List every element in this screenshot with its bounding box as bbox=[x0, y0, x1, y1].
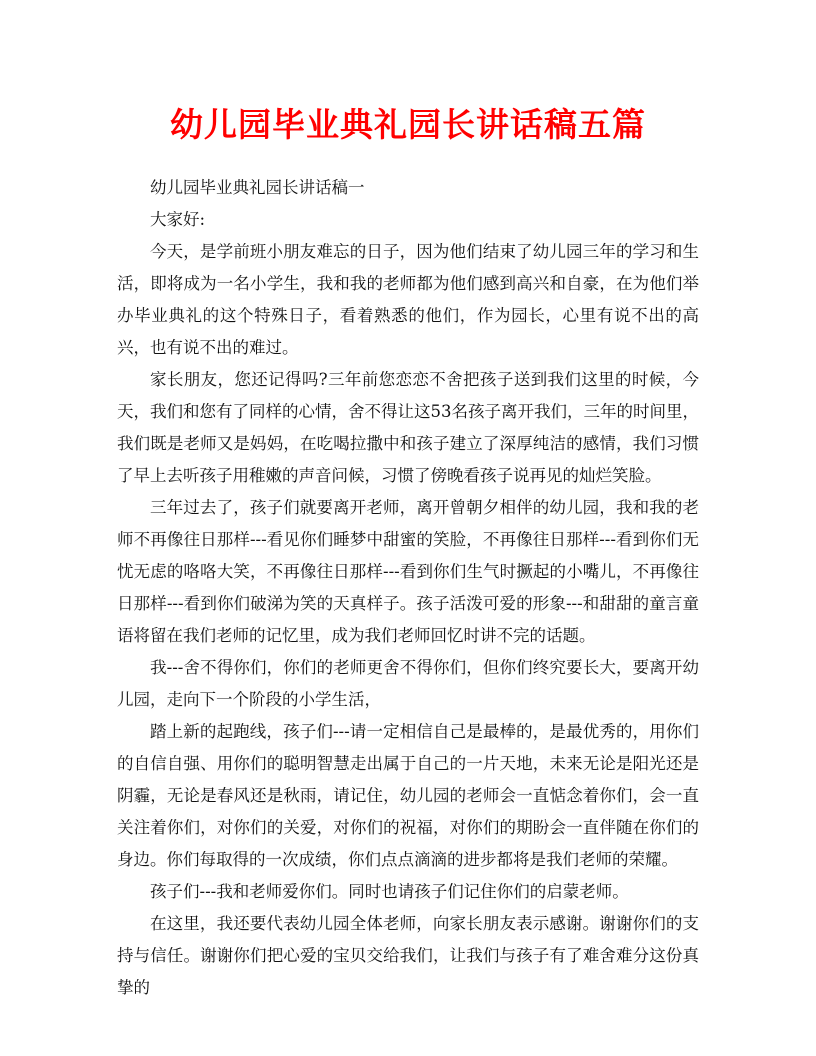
paragraph-1: 今天，是学前班小朋友难忘的日子，因为他们结束了幼儿园三年的学习和生活，即将成为一名小学生，我和我的老师都为他们感到高兴和自豪，在为他们举办毕业典礼的这个特殊日子，看着熟悉的他们，作为园长，心里有说不出的高兴，也有说不出的难过。 bbox=[117, 242, 699, 357]
section-heading: 幼儿园毕业典礼园长讲话稿一 bbox=[150, 178, 365, 197]
paragraph-3: 三年过去了，孩子们就要离开老师，离开曾朝夕相伴的幼儿园，我和我的老师不再像往日那样---看见你们睡梦中甜蜜的笑脸，不再像往日那样---看到你们无忧无虑的咯咯大笑，不再像往日那样---看到你们生气时撅起的小嘴儿，不再像往日那样---看到你们破涕为笑的天真样子。孩子活泼可爱的形象---和甜甜的童言童语将留在我们老师的记忆里，成为我们老师回忆时讲不完的话题。 bbox=[117, 498, 699, 645]
paragraph-4: 我---舍不得你们，你们的老师更舍不得你们，但你们终究要长大，要离开幼儿园，走向下一个阶段的小学生活， bbox=[117, 658, 699, 709]
document-title: 幼儿园毕业典礼园长讲话稿五篇 bbox=[170, 105, 646, 144]
paragraph-2: 家长朋友，您还记得吗?三年前您恋恋不舍把孩子送到我们这里的时候，今天，我们和您有了同样的心情，舍不得让这53名孩子离开我们，三年的时间里，我们既是老师又是妈妈，在吃喝拉撒中和孩子建立了深厚纯洁的感情，我们习惯了早上去听孩子用稚嫩的声音问候，习惯了傍晚看孩子说再见的灿烂笑脸。 bbox=[117, 370, 699, 485]
document-body bbox=[117, 172, 699, 1004]
paragraph-6: 孩子们---我和老师爱你们。同时也请孩子们记住你们的启蒙老师。 bbox=[150, 882, 629, 901]
paragraph-5: 踏上新的起跑线，孩子们---请一定相信自己是最棒的，是最优秀的，用你们的自信自强、用你们的聪明智慧走出属于自己的一片天地，未来无论是阳光还是阴霾，无论是春风还是秋雨，请记住，幼儿园的老师会一直惦念着你们，会一直关注着你们，对你们的关爱，对你们的祝福，对你们的期盼会一直伴随在你们的身边。你们每取得的一次成绩，你们点点滴滴的进步都将是我们老师的荣耀。 bbox=[117, 722, 699, 869]
paragraph-7: 在这里，我还要代表幼儿园全体老师，向家长朋友表示感谢。谢谢你们的支持与信任。谢谢你们把心爱的宝贝交给我们，让我们与孩子有了难舍难分这份真挚的 bbox=[117, 914, 699, 997]
greeting: 大家好: bbox=[150, 210, 206, 229]
